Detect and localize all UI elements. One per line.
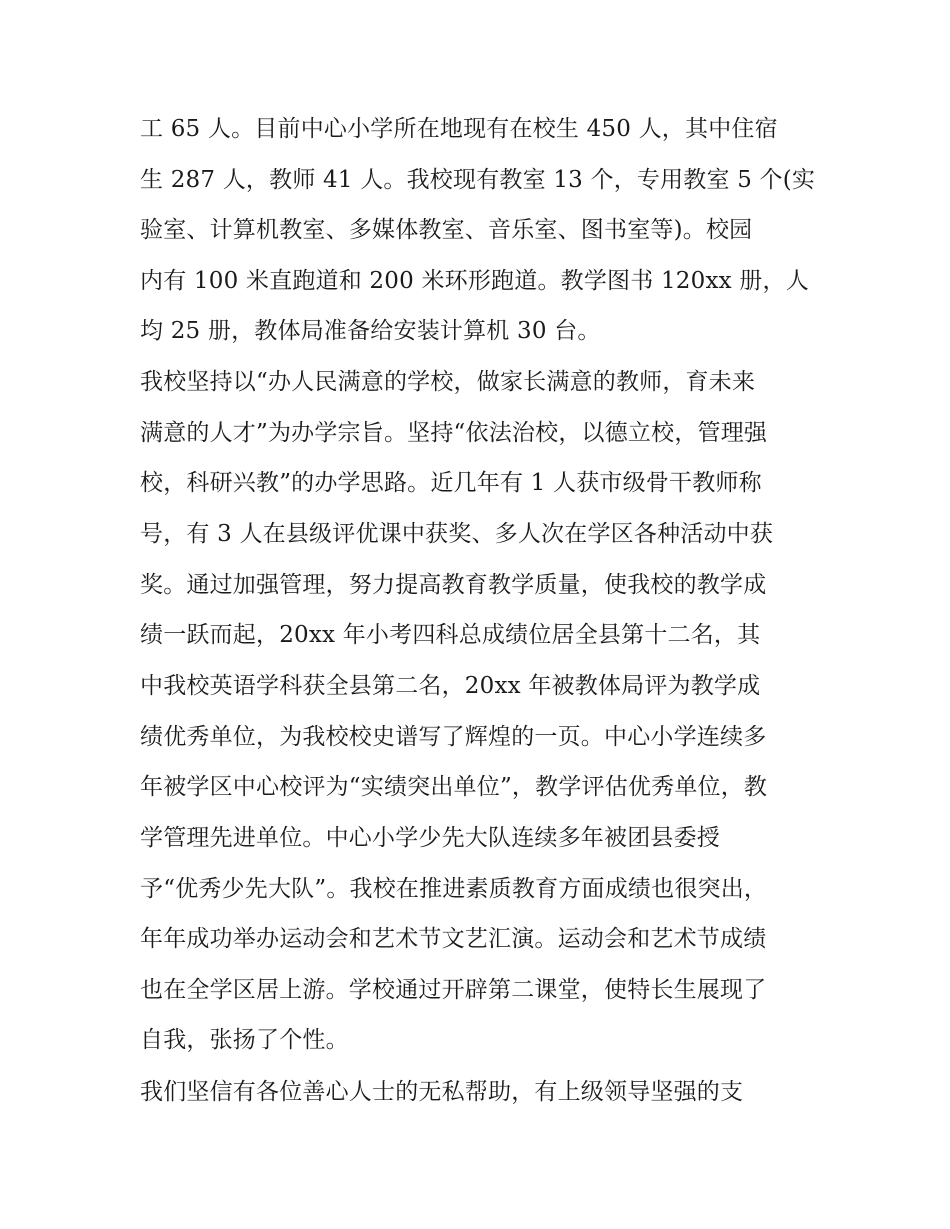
text-line: 我校坚持以“办人民满意的学校，做家长满意的教师，育未来 — [140, 369, 756, 395]
text-line: 满意的人才”为办学宗旨。坚持“依法治校，以德立校，管理强 — [140, 420, 768, 446]
text-line: 也在全学区居上游。学校通过开辟第二课堂，使特长生展现了 — [140, 977, 767, 1003]
text-line: 校，科研兴教”的办学思路。近几年有 1 人获市级骨干教师称 — [140, 470, 762, 496]
text-line: 内有 100 米直跑道和 200 米环形跑道。教学图书 120xx 册，人 — [140, 268, 809, 294]
text-line: 予“优秀少先大队”。我校在推进素质教育方面成绩也很突出， — [140, 876, 768, 902]
text-line: 中我校英语学科获全县第二名，20xx 年被教体局评为教学成 — [140, 673, 761, 699]
text-line: 均 25 册，教体局准备给安装计算机 30 台。 — [140, 318, 601, 344]
text-line: 年年成功举办运动会和艺术节文艺汇演。运动会和艺术节成绩 — [140, 926, 767, 952]
text-line: 学管理先进单位。中心小学少先大队连续多年被团县委授 — [140, 825, 720, 851]
text-line: 年被学区中心校评为“实绩突出单位”，教学评估优秀单位，教 — [140, 774, 768, 800]
text-line: 奖。通过加强管理，努力提高教育教学质量，使我校的教学成 — [140, 572, 767, 598]
text-line: 工 65 人。目前中心小学所在地现有在校生 450 人，其中住宿 — [140, 116, 778, 142]
text-line: 我们坚信有各位善心人士的无私帮助，有上级领导坚强的支 — [140, 1079, 744, 1105]
text-line: 绩优秀单位，为我校校史谱写了辉煌的一页。中心小学连续多 — [140, 724, 767, 750]
text-line: 验室、计算机教室、多媒体教室、音乐室、图书室等)。校园 — [140, 217, 753, 243]
text-line: 号，有 3 人在县级评优课中获奖、多人次在学区各种活动中获 — [140, 521, 774, 547]
text-line: 绩一跃而起，20xx 年小考四科总成绩位居全县第十二名，其 — [140, 622, 761, 648]
text-line: 自我，张扬了个性。 — [140, 1027, 349, 1053]
text-line: 生 287 人，教师 41 人。我校现有教室 13 个，专用教室 5 个(实 — [140, 167, 816, 193]
